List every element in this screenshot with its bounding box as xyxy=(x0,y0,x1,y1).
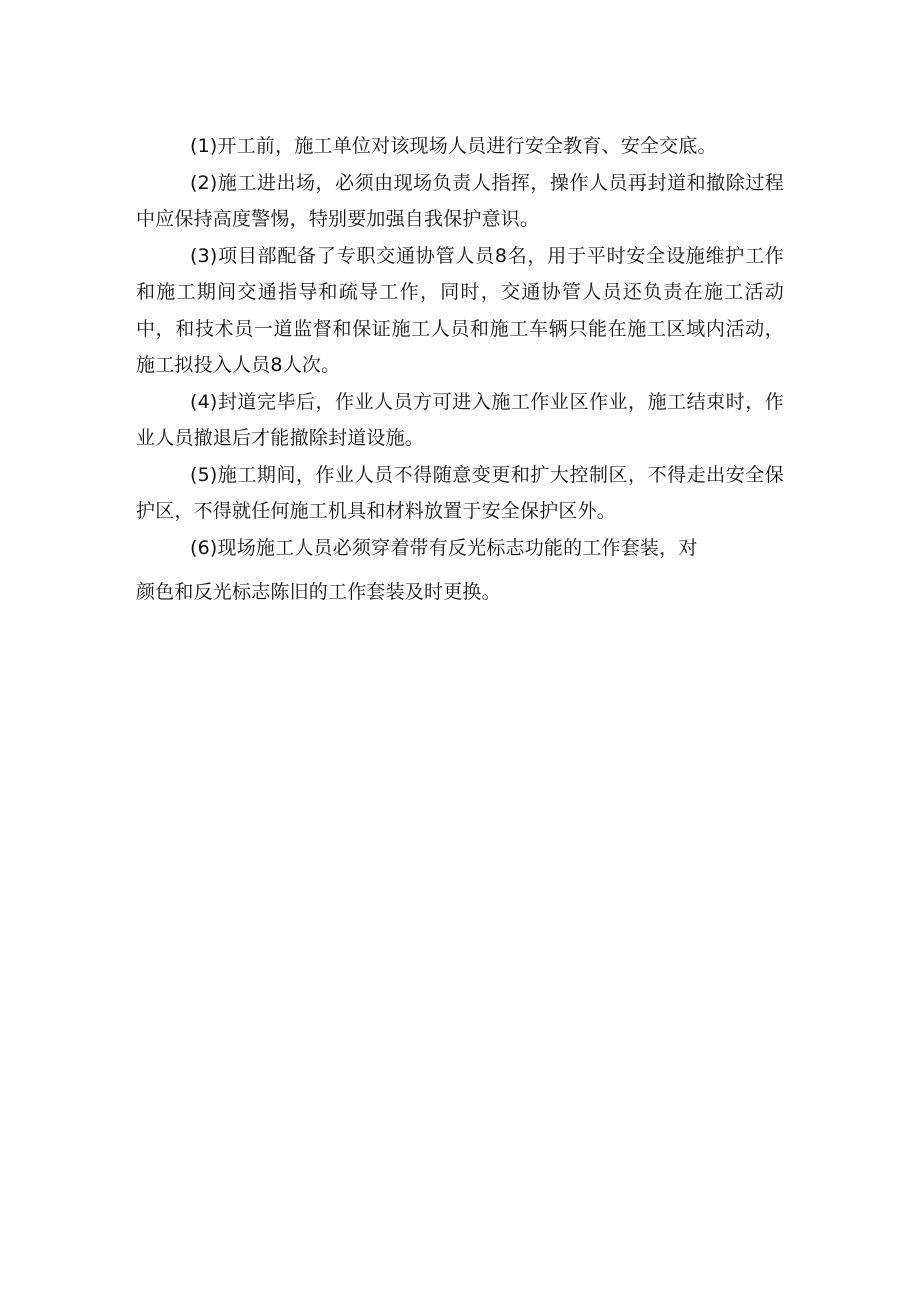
paragraph-4: (4)封道完毕后，作业人员方可进入施工作业区作业，施工结束时，作业人员撤退后才能撤除封道设施。 xyxy=(136,390,784,449)
paragraph-5: (5)施工期间，作业人员不得随意变更和扩大控制区，不得走出安全保护区，不得就任何施工机具和材料放置于安全保护区外。 xyxy=(136,463,784,522)
paragraph-2: (2)施工进出场，必须由现场负责人指挥，操作人员再封道和撤除过程中应保持高度警惕，特别要加强自我保护意识。 xyxy=(136,171,784,230)
paragraph-6-line-1: (6)现场施工人员必须穿着带有反光标志功能的工作套装，对 xyxy=(190,536,698,559)
paragraph-6-line-2: 颜色和反光标志陈旧的工作套装及时更换。 xyxy=(136,581,501,603)
paragraph-6 xyxy=(136,530,736,611)
paragraph-1: (1)开工前，施工单位对该现场人员进行安全教育、安全交底。 xyxy=(190,135,717,157)
paragraph-3: (3)项目部配备了专职交通协管人员8名，用于平时安全设施维护工作和施工期间交通指导和疏导工作，同时，交通协管人员还负责在施工活动中，和技术员一道监督和保证施工人员和施工车辆只能在施工区域内活动，施工拟投入人员8人次。 xyxy=(136,244,784,376)
document-body xyxy=(136,128,784,611)
